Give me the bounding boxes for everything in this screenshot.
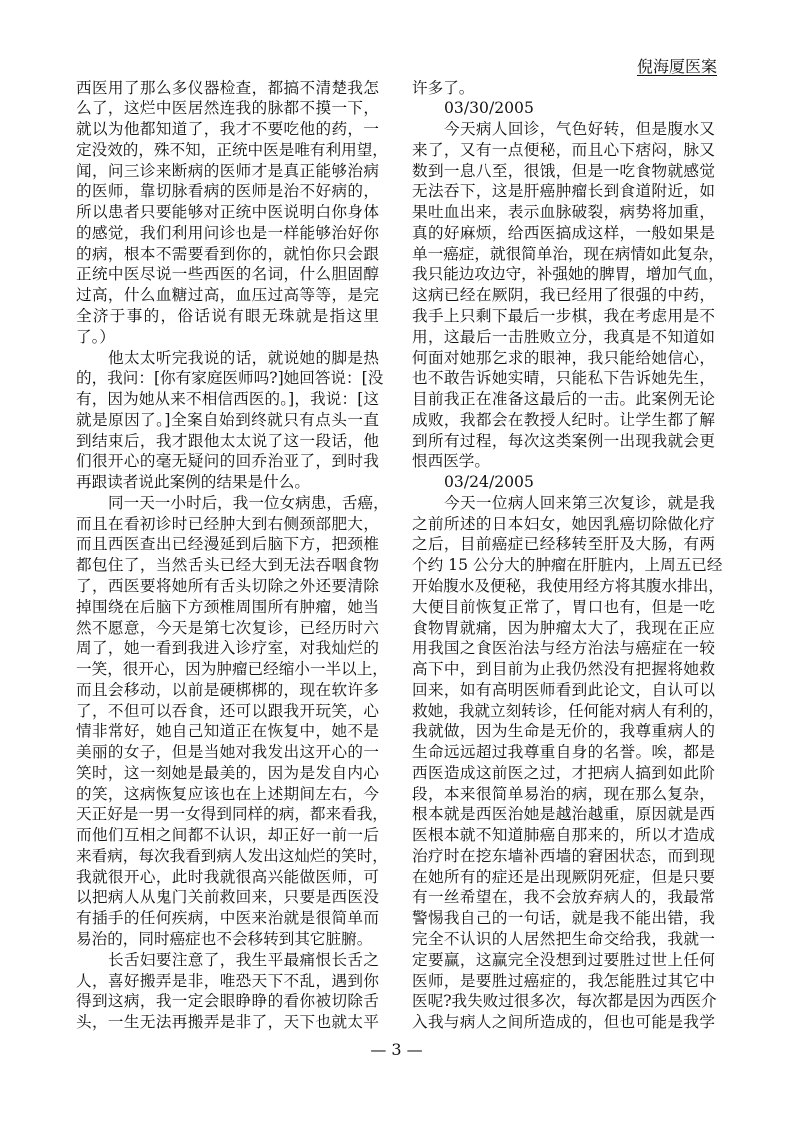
text-line: 恨西医学。 <box>412 452 490 471</box>
text-line: 目前我正在准备这最后的一击。此案例无论 <box>412 390 715 409</box>
text-line: 无法吞下，这是肝癌肿瘤长到食道附近，如 <box>412 182 715 201</box>
text-line: 有插手的任何疾病，中医来治就是很简单而 <box>76 909 379 928</box>
text-line: 治疗时在挖东墙补西墙的窘困状态，而到现 <box>412 846 715 865</box>
paragraph <box>412 472 715 493</box>
text-line: 03/24/2005 <box>444 473 534 492</box>
text-line: 回来，如有高明医师看到此论文，自认可以 <box>412 680 715 699</box>
text-line: 成败，我都会在教授人纪时。让学生都了解 <box>412 410 715 429</box>
text-line: 了，西医要将她所有舌头切除之外还要清除 <box>76 576 379 595</box>
text-line: 我就做，因为生命是无价的，我尊重病人的 <box>412 722 715 741</box>
paragraph <box>76 950 379 1033</box>
paragraph <box>76 348 384 493</box>
text-line: 笑时，这一刻她是最美的，因为是发自内心 <box>76 763 379 782</box>
text-line: 之后，目前癌症已经移转至肝及大肠，有两 <box>412 535 715 554</box>
text-line: 到所有过程，每次这类案例一出现我就会更 <box>412 431 715 450</box>
text-line: 周了，她一看到我进入诊疗室，对我灿烂的 <box>76 639 379 658</box>
text-line: 真的好麻烦，给西医搞成这样，一般如果是 <box>412 223 715 242</box>
text-line: 的，我问：[你有家庭医师吗?]她回答说：[没 <box>76 369 384 388</box>
left-text-column <box>76 78 389 1033</box>
text-line: 用，这最后一击胜败立分，我真是不知道如 <box>412 327 715 346</box>
text-line: 之前所述的日本妇女，她因乳癌切除做化疗 <box>412 514 715 533</box>
text-line: 有，因为她从来不相信西医的。]，我说：[这 <box>76 390 379 409</box>
text-line: 了，不但可以吞食，还可以跟我开玩笑，心 <box>76 701 379 720</box>
text-line: 的病，根本不需要看到你的，就怕你只会跟 <box>76 244 379 263</box>
text-line: 数到一息八至，很饿，但是一吃食物就感觉 <box>412 161 715 180</box>
text-line: 大便目前恢复正常了，胃口也有，但是一吃 <box>412 597 715 616</box>
text-line: 易治的，同时癌症也不会移转到其它脏腑。 <box>76 929 373 948</box>
text-line: 何面对她那乞求的眼神，我只能给她信心， <box>412 348 715 367</box>
text-line: 食物胃就痛，因为肿瘤太大了，我现在正应 <box>412 618 715 637</box>
text-line: 入我与病人之间所造成的，但也可能是我学 <box>412 1013 715 1032</box>
text-line: 所以患者只要能够对正统中医说明白你身体 <box>76 203 379 222</box>
text-line: 高下中，到目前为止我仍然没有把握将她救 <box>412 660 715 679</box>
text-line: 西医造成这前医之过，才把病人搞到如此阶 <box>412 763 715 782</box>
text-line: 得到这病，我一定会眼睁睁的看你被切除舌 <box>76 992 379 1011</box>
paragraph <box>412 493 724 1033</box>
text-line: 就以为他都知道了，我才不要吃他的药，一 <box>76 120 379 139</box>
text-line: 的医师，靠切脉看病的医师是治不好病的， <box>76 182 379 201</box>
paragraph <box>412 78 715 99</box>
text-line: 过高，什么血糖过高，血压过高等等，是完 <box>76 286 379 305</box>
paragraph <box>412 98 715 119</box>
text-line: 果吐血出来，表示血脉破裂，病势将加重， <box>412 203 715 222</box>
paragraph <box>76 78 388 348</box>
text-line: 就是原因了。]全案自始到终就只有点头一直 <box>76 410 379 429</box>
text-line: 掉围绕在后脑下方颈椎周围所有肿瘤，她当 <box>76 597 379 616</box>
text-line: 根本就是西医治她是越治越重，原因就是西 <box>412 805 715 824</box>
text-line: 我手上只剩下最后一步棋，我在考虑用是不 <box>412 307 715 326</box>
text-line: 单一癌症，就很简单治，现在病情如此复杂， <box>412 244 724 263</box>
text-line: 来了，又有一点便秘，而且心下痞闷，脉又 <box>412 140 715 159</box>
text-line: 来看病，每次我看到病人发出这灿烂的笑时， <box>76 846 388 865</box>
text-line: 再跟读者说此案例的结果是什么。 <box>76 473 310 492</box>
paragraph <box>412 119 724 472</box>
text-line: 许多了。 <box>412 78 475 97</box>
text-line: 么了，这烂中医居然连我的脉都不摸一下， <box>76 99 379 118</box>
text-line: 个约 15 公分大的肿瘤在肝脏内，上周五已经 <box>412 556 723 575</box>
text-line: 而且西医查出已经漫延到后脑下方，把颈椎 <box>76 535 379 554</box>
paragraph <box>76 493 389 950</box>
text-line: 闻，问三诊来断病的医师才是真正能够治病 <box>76 161 379 180</box>
text-line: 在她所有的症还是出现厥阴死症，但是只要 <box>412 867 715 886</box>
text-line: 救她，我就立刻转诊，任何能对病人有利的， <box>412 701 724 720</box>
text-line: 而且会移动，以前是硬梆梆的，现在软许多 <box>76 680 379 699</box>
text-line: 正统中医尽说一些西医的名词，什么胆固醇 <box>76 265 379 284</box>
text-line: 段，本来很简单易治的病，现在那么复杂， <box>412 784 715 803</box>
text-line: 定没效的，殊不知，正统中医是唯有利用望， <box>76 140 388 159</box>
text-line: 也不敢告诉她实晴，只能私下告诉她先生， <box>412 369 715 388</box>
text-line: 医根本就不知道肺癌自那来的，所以才造成 <box>412 826 715 845</box>
text-line: 医呢?我失败过很多次，每次都是因为西医介 <box>412 992 717 1011</box>
text-line: 用我国之食医治法与经方治法与癌症在一较 <box>412 639 715 658</box>
page-number: — 3 — <box>370 1040 423 1059</box>
text-line: 人，喜好搬弄是非，唯恐天下不乱，遇到你 <box>76 971 379 990</box>
text-line: 有一丝希望在，我不会放弃病人的，我最常 <box>412 888 715 907</box>
text-line: 今天一位病人回来第三次复诊，就是我 <box>444 493 715 512</box>
text-line: 我就很开心，此时我就很高兴能做医师，可 <box>76 867 379 886</box>
text-line: 开始腹水及便秘，我使用经方将其腹水排出， <box>412 576 724 595</box>
text-line: 头，一生无法再搬弄是非了，天下也就太平 <box>76 1013 379 1032</box>
text-line: 的笑，这病恢复应该也在上述期间左右，今 <box>76 784 379 803</box>
text-line: 今天病人回诊，气色好转，但是腹水又 <box>444 120 715 139</box>
text-line: 然不愿意，今天是第七次复诊，已经历时六 <box>76 618 379 637</box>
text-line: 我只能边攻边守，补强她的脾胃，增加气血， <box>412 265 724 284</box>
text-line: 完全不认识的人居然把生命交给我，我就一 <box>412 929 715 948</box>
text-line: 的感觉，我们利用问诊也是一样能够治好你 <box>76 223 379 242</box>
text-line: 他太太听完我说的话，就说她的脚是热 <box>108 348 379 367</box>
text-line: 以把病人从鬼门关前救回来，只要是西医没 <box>76 888 379 907</box>
text-line: 都包住了，当然舌头已经大到无法吞咽食物 <box>76 556 379 575</box>
text-line: 这病已经在厥阴，我已经用了很强的中药， <box>412 286 715 305</box>
text-line: 生命远远超过我尊重自身的名誉。唉，都是 <box>412 743 715 762</box>
text-line: 全济于事的，俗话说有眼无珠就是指这里 <box>76 307 379 326</box>
text-line: 长舌妇要注意了，我生平最痛恨长舌之 <box>108 950 379 969</box>
right-text-column <box>412 78 724 1033</box>
text-line: 到结束后，我才跟他太太说了这一段话，他 <box>76 431 379 450</box>
text-line: 定要赢，这赢完全没想到过要胜过世上任何 <box>412 950 715 969</box>
text-line: 警惕我自己的一句话，就是我不能出错，我 <box>412 909 715 928</box>
text-line: 一笑，很开心，因为肿瘤已经缩小一半以上， <box>76 660 388 679</box>
text-line: 医师，是要胜过癌症的，我怎能胜过其它中 <box>412 971 715 990</box>
text-line: 情非常好，她自己知道正在恢复中，她不是 <box>76 722 379 741</box>
text-line: 美丽的女子，但是当她对我发出这开心的一 <box>76 743 379 762</box>
text-line: 们很开心的毫无疑问的回乔治亚了，到时我 <box>76 452 379 471</box>
text-line: 而他们互相之间都不认识，却正好一前一后 <box>76 826 379 845</box>
text-line: 同一天一小时后，我一位女病患，舌癌， <box>108 493 389 512</box>
text-line: 了。） <box>76 327 115 346</box>
text-line: 天正好是一男一女得到同样的病，都来看我， <box>76 805 388 824</box>
text-line: 而且在看初诊时已经肿大到右侧颈部肥大， <box>76 514 379 533</box>
text-line: 03/30/2005 <box>444 99 534 118</box>
running-header: 倪海厦医案 <box>636 57 717 76</box>
text-line: 西医用了那么多仪器检查，都搞不清楚我怎 <box>76 78 379 97</box>
